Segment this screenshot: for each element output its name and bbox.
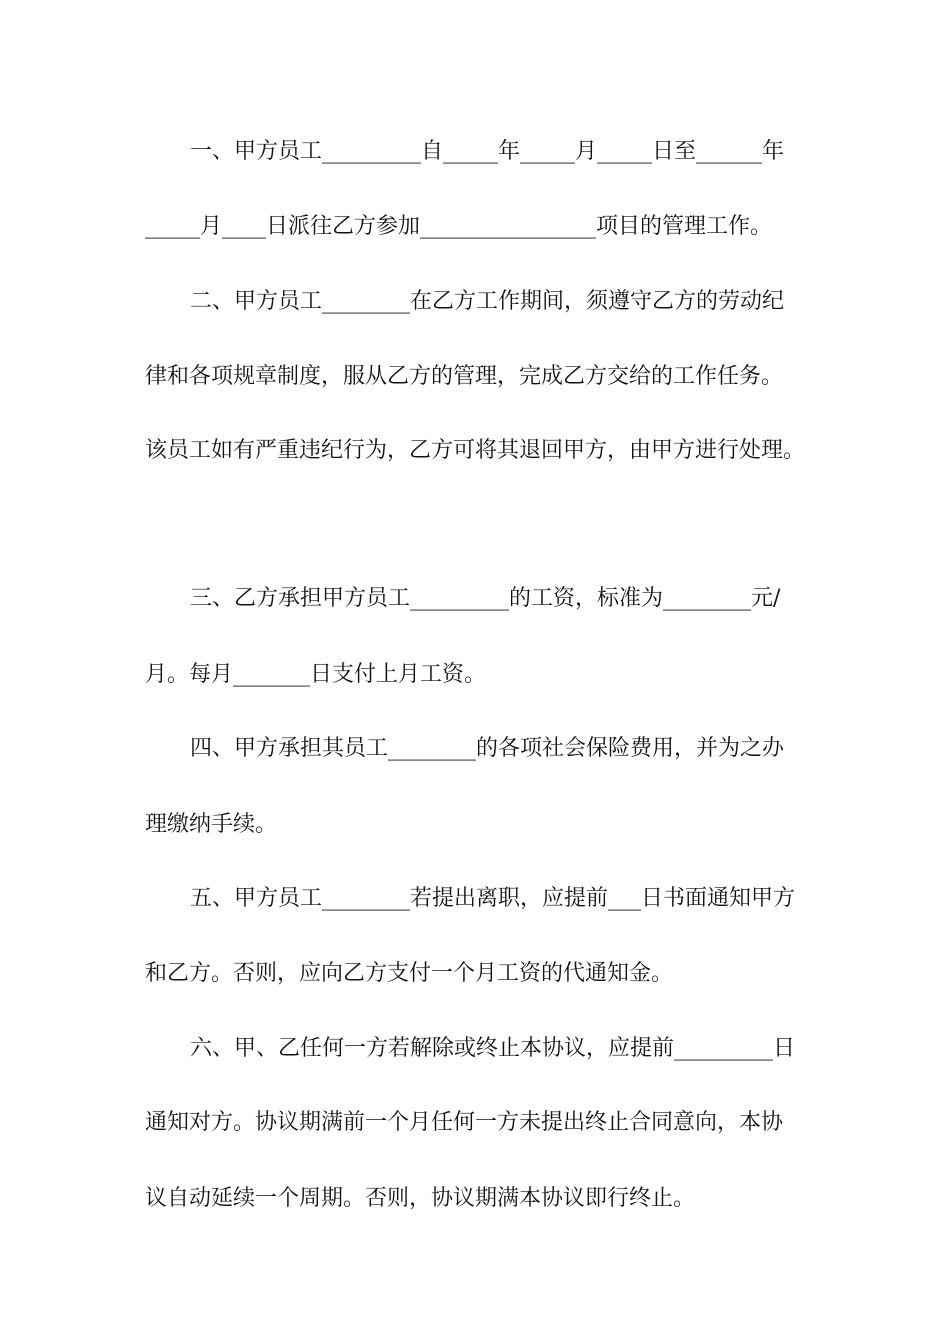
clause-4-line-2: 理缴纳手续。 (145, 812, 278, 837)
clause-5-line-2: 和乙方。否则，应向乙方支付一个月工资的代通知金。 (145, 961, 674, 986)
clause-1-line-1: 一、甲方员工_________自_____年_____月_____日至______年 (190, 139, 785, 164)
clause-4-line-1: 四、甲方承担其员工________的各项社会保险费用，并为之办 (190, 736, 785, 761)
clause-2-line-1: 二、甲方员工________在乙方工作期间，须遵守乙方的劳动纪 (190, 289, 785, 314)
clause-3-line-2: 月。每月_______日支付上月工资。 (145, 662, 487, 687)
clause-3-line-1: 三、乙方承担甲方员工_________的工资，标准为________元/ (190, 586, 781, 611)
clause-6-line-2: 通知对方。协议期满前一个月任何一方未提出终止合同意向，本协 (145, 1110, 784, 1135)
clause-1-line-2: _____月____日派往乙方参加________________项目的管理工作。 (145, 214, 773, 239)
clause-5-line-1: 五、甲方员工________若提出离职，应提前___日书面通知甲方 (190, 886, 796, 911)
clause-2-line-3: 该员工如有严重违纪行为，乙方可将其退回甲方，由甲方进行处理。 (145, 438, 806, 463)
clause-6-line-1: 六、甲、乙任何一方若解除或终止本协议，应提前_________日 (190, 1036, 796, 1061)
clause-6-line-3: 议自动延续一个周期。否则，协议期满本协议即行终止。 (145, 1186, 696, 1211)
clause-2-line-2: 律和各项规章制度，服从乙方的管理，完成乙方交给的工作任务。 (145, 364, 784, 389)
